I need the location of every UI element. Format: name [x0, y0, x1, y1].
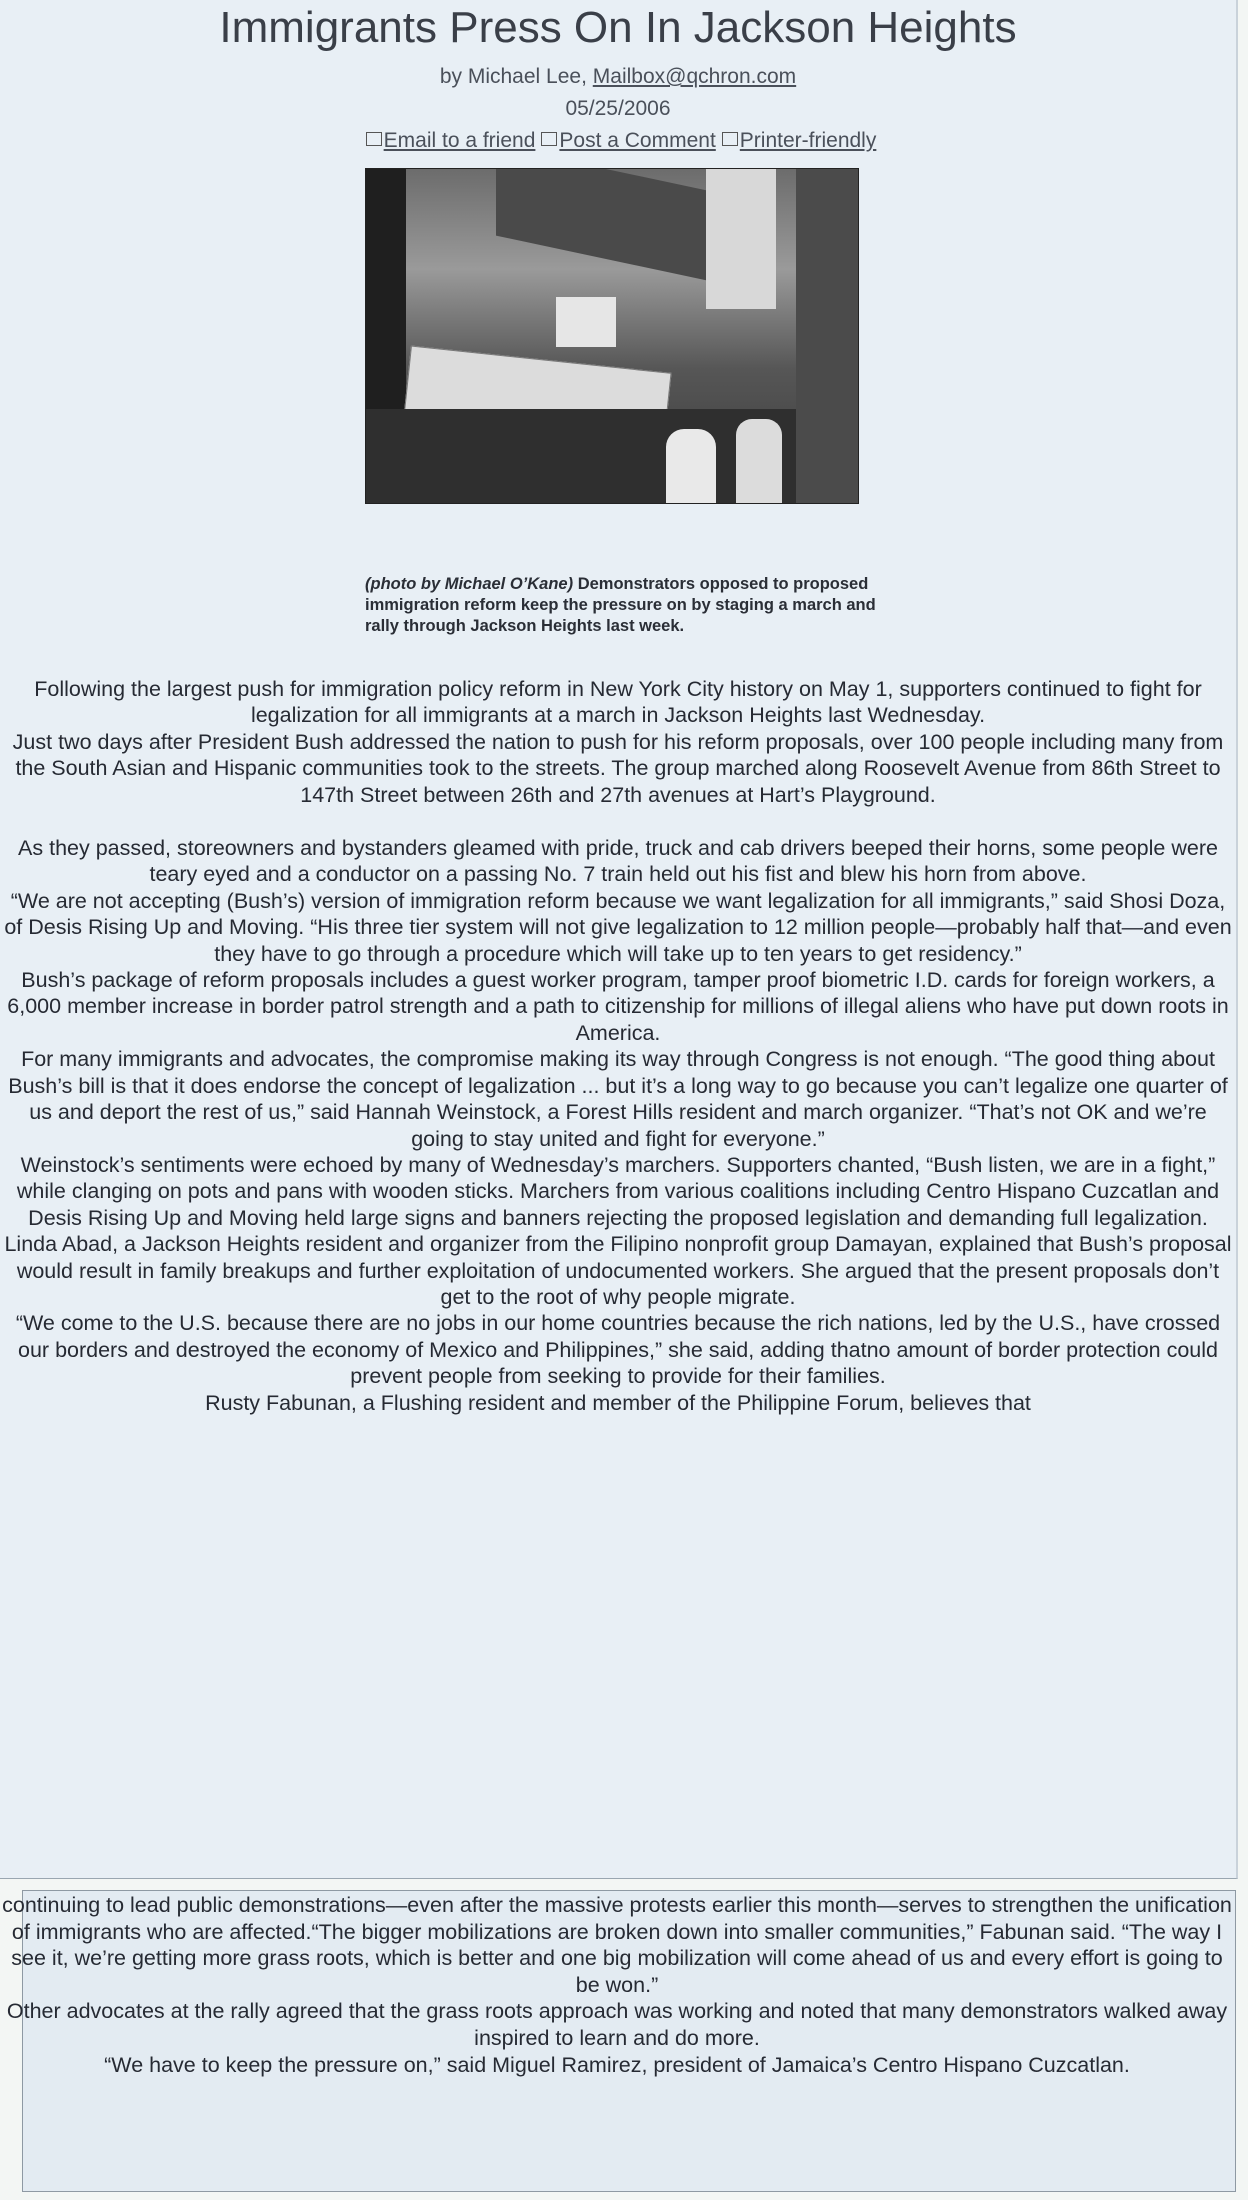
article-body-page1: [0, 676, 1236, 1416]
photo-caption-text: Demonstrators opposed to proposed immigration reform keep the pressure on by staging a march and rally through Jackson Heights last week.: [365, 575, 876, 635]
paragraph: “We are not accepting (Bush’s) version of immigration reform because we want legalization for all immigrants,” said Shosi Doza, of Desis Rising Up and Moving. “His three tier system will not give legalization to 12 million people—probably half that—and even they have to go through a procedure which will take up to ten years to get residency.”: [4, 888, 1232, 966]
author-email-link[interactable]: Mailbox@qchron.com: [592, 65, 797, 88]
paragraph: “We have to keep the pressure on,” said Miguel Ramirez, president of Jamaica’s Centro Hispano Cuzcatlan.: [104, 2052, 1130, 2077]
paragraph: Bush’s package of reform proposals includes a guest worker program, tamper proof biometric I.D. cards for foreign workers, a 6,000 member increase in border patrol strength and a path to citizenship for millions of illegal aliens who have put down roots in America.: [7, 968, 1229, 1045]
email-icon: [366, 132, 382, 146]
paragraph: “We come to the U.S. because there are no jobs in our home countries because the rich nations, led by the U.S., have crossed our borders and destroyed the economy of Mexico and Philippines,” she said, adding thatno amount of border protection could prevent people from seeking to provide for their families.: [15, 1311, 1221, 1389]
byline: [0, 64, 1236, 90]
photo-credit: (photo by Michael O’Kane): [365, 575, 574, 593]
paragraph: As they passed, storeowners and bystanders gleamed with pride, truck and cab drivers beeped their horns, some people were teary eyed and a conductor on a passing No. 7 train held out his fist and blew his horn from above.: [18, 836, 1218, 887]
post-comment-link[interactable]: Post a Comment: [559, 129, 716, 152]
paragraph: Other advocates at the rally agreed that the grass roots approach was working and noted that many demonstrators walked away inspired to learn and do more.: [6, 1999, 1228, 2050]
paragraph: Rusty Fabunan, a Flushing resident and member of the Philippine Forum, believes that: [205, 1390, 1031, 1415]
email-to-friend-link[interactable]: Email to a friend: [383, 129, 536, 152]
paragraph: Following the largest push for immigration policy reform in New York City history on May 1, supporters continued to fight for legalization for all immigrants at a march in Jackson Heights last Wednesday.: [34, 677, 1202, 728]
article-title: Immigrants Press On In Jackson Heights: [219, 3, 1017, 52]
paragraph: Weinstock’s sentiments were echoed by many of Wednesday’s marchers. Supporters chanted, “Bush listen, we are in a fight,” while clanging on pots and pans with wooden sticks. Marchers from various coalitions including Centro Hispano Cuzcatlan and Desis Rising Up and Moving held large signs and banners rejecting the proposed legislation and demanding full legalization.: [16, 1152, 1220, 1230]
printer-icon: [722, 132, 738, 146]
article-actions: [0, 128, 1236, 154]
article-photo: [365, 168, 859, 504]
article-date: 05/25/2006: [565, 97, 671, 120]
comment-icon: [541, 132, 557, 146]
paragraph: Linda Abad, a Jackson Heights resident and organizer from the Filipino nonprofit group Damayan, explained that Bush’s proposal would result in family breakups and further exploitation of undocumented workers. She argued that the present proposals don’t get to the root of why people migrate.: [4, 1232, 1232, 1309]
paragraph: Just two days after President Bush addressed the nation to push for his reform proposals, over 100 people including many from the South Asian and Hispanic communities took to the streets. The group marched along Roosevelt Avenue from 86th Street to 147th Street between 26th and 27th avenues at Hart’s Playground.: [12, 729, 1224, 807]
printer-friendly-link[interactable]: Printer-friendly: [739, 129, 877, 152]
article-body-page2: [0, 1892, 1234, 2078]
paragraph: For many immigrants and advocates, the compromise making its way through Congress is not enough. “The good thing about Bush’s bill is that it does endorse the concept of legalization ... but it’s a long way to go because you can’t legalize one quarter of us and deport the rest of us,” said Hannah Weinstock, a Forest Hills resident and march organizer. “That’s not OK and we’re going to stay united and fight for everyone.”: [8, 1047, 1228, 1151]
photo-caption: [365, 574, 885, 637]
byline-author: by Michael Lee,: [439, 65, 587, 88]
paragraph: continuing to lead public demonstrations—even after the massive protests earlier this month—serves to strengthen the unification of immigrants who are affected.“The bigger mobilizations are broken down into smaller communities,” Fabunan said. “The way I see it, we’re getting more grass roots, which is better and one big mobilization will come ahead of us and every effort is going to be won.”: [2, 1893, 1232, 1997]
